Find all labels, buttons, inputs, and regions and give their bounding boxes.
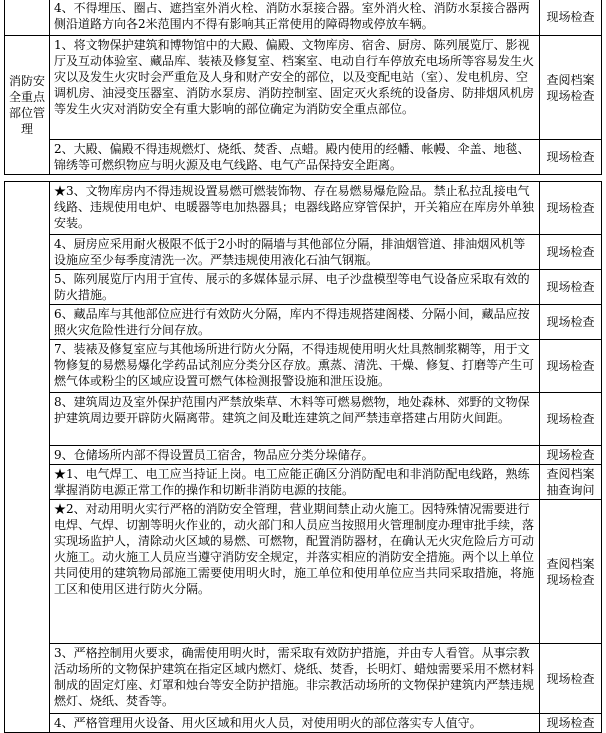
category-cell-empty xyxy=(5,0,50,36)
table-row xyxy=(5,235,602,270)
requirement-text: 3、严格控制用火要求，确需使用明火时，需采取有效防护措施，并由专人看管。从事宗教活动场所的文物保护建筑在指定区域内燃灯、烧纸、焚香，长明灯、蜡烛需要采用不燃材料制成的固定灯座、灯罩和烛台等安全防护措施。非宗教活动场所的文物保护建筑内严禁违规燃灯、烧纸、焚香等。 xyxy=(50,644,540,714)
table-row xyxy=(5,0,602,36)
check-method: 现场检查 xyxy=(540,305,602,340)
table-row xyxy=(5,305,602,340)
check-method: 现场检查 xyxy=(540,644,602,714)
requirement-text: 1、将文物保护建筑和博物馆中的大殿、偏殿、文物库房、宿舍、厨房、陈列展览厅、影视厅及互动体验室、藏品库、装裱及修复室、档案室、电动自行车停放充电场所等容易发生火灾以及发生火灾时会严重危及人身和财产安全的部位，以及变配电站（室）、发电机房、空调机房、油浸变压器室、消防水泵房、消防控制室、固定灭火系统的设备房、防排烟风机房等发生火灾对消防安全有重大影响的部位确定为消防安全重点部位。 xyxy=(50,36,540,140)
table-row xyxy=(5,500,602,644)
check-method: 现场检查 xyxy=(540,270,602,305)
check-method: 现场检查 xyxy=(540,235,602,270)
check-method: 查阅档案抽查询问 xyxy=(540,465,602,500)
table-row xyxy=(5,140,602,175)
check-method: 查阅档案现场检查 xyxy=(540,36,602,140)
requirement-text: ★3、文物库房内不得违规设置易燃可燃装饰物、存在易燃易爆危险品。禁止私拉乱接电气线路、违规使用电炉、电暖器等电加热器具；电器线路应穿管保护，开关箱应在库房外单独安装。 xyxy=(50,182,540,235)
requirement-text: 6、藏品库与其他部位应进行有效防火分隔，库内不得违规搭建阁楼、分隔小间，藏品应按照火灾危险性进行分间存放。 xyxy=(50,305,540,340)
table-row xyxy=(5,644,602,714)
category-label: 消防安全重点部位管理 xyxy=(5,36,50,175)
table-row xyxy=(5,36,602,140)
check-method: 现场检查 xyxy=(540,0,602,36)
requirement-text: 2、大殿、偏殿不得违规燃灯、烧纸、焚香、点蜡。殿内使用的经幡、帐幔、伞盖、地毯、锦绣等可燃织物应与明火源及电气线路、电气产品保持安全距离。 xyxy=(50,140,540,175)
requirement-text: ★1、电气焊工、电工应当持证上岗。电工应能正确区分消防配电和非消防配电线路，熟练掌握消防电源正常工作的操作和切断非消防电源的技能。 xyxy=(50,465,540,500)
category-cell-empty xyxy=(5,182,50,733)
check-method: 现场检查 xyxy=(540,714,602,733)
table-row xyxy=(5,446,602,465)
inspection-table-top xyxy=(4,0,602,175)
check-method: 现场检查 xyxy=(540,140,602,175)
check-method: 现场检查 xyxy=(540,446,602,465)
table-row xyxy=(5,270,602,305)
requirement-text: ★2、对动用明火实行严格的消防安全管理，营业期间禁止动火施工。因特殊情况需要进行电焊、气焊、切割等明火作业的，动火部门和人员应当按照用火管理制度办理审批手续，落实现场监护人，清除动火区域的易燃、可燃物，配置消防器材，在确认无火灾危险后方可动火施工。动火施工人员应当遵守消防安全规定，并落实相应的消防安全措施。两个以上单位共同使用的建筑物局部施工需要使用明火时，施工单位和使用单位应当共同采取措施，将施工区和使用区进行防火分隔。 xyxy=(50,500,540,644)
check-method: 现场检查 xyxy=(540,340,602,393)
check-method: 查阅档案现场检查 xyxy=(540,500,602,644)
table-row xyxy=(5,340,602,393)
table-row xyxy=(5,714,602,733)
requirement-text: 8、建筑周边及室外保护范围内严禁放柴草、木料等可燃易燃物，地处森林、郊野的文物保护建筑周边要开辟防火隔离带。建筑之间及毗连建筑之间严禁违章搭建占用防火间距。 xyxy=(50,393,540,446)
table-row xyxy=(5,393,602,446)
check-method: 现场检查 xyxy=(540,393,602,446)
requirement-text: 4、不得埋压、圈占、遮挡室外消火栓、消防水泵接合器。室外消火栓、消防水泵接合器两侧沿道路方向各2米范围内不得有影响其正常使用的障碍物或停放车辆。 xyxy=(50,0,540,36)
requirement-text: 9、仓储场所内部不得设置员工宿舍，物品应分类分垛储存。 xyxy=(50,446,540,465)
table-row xyxy=(5,465,602,500)
inspection-table-bottom xyxy=(4,181,602,733)
requirement-text: 7、装裱及修复室应与其他场所进行防火分隔，不得违规使用明火灶具熬制浆糊等，用于文物修复的易燃易爆化学药品试剂应分类分区存放。熏蒸、清洗、干燥、修复、打磨等产生可燃气体或粉尘的区域应设置可燃气体检测报警设施和泄压设施。 xyxy=(50,340,540,393)
requirement-text: 5、陈列展览厅内用于宣传、展示的多媒体显示屏、电子沙盘模型等电气设备应采取有效的防火措施。 xyxy=(50,270,540,305)
check-method: 现场检查 xyxy=(540,182,602,235)
table-row xyxy=(5,182,602,235)
requirement-text: 4、厨房应采用耐火极限不低于2小时的隔墙与其他部位分隔，排油烟管道、排油烟风机等设施应至少每季度清洗一次。严禁违规使用液化石油气钢瓶。 xyxy=(50,235,540,270)
requirement-text: 4、严格管理用火设备、用火区域和用火人员，对使用明火的部位落实专人值守。 xyxy=(50,714,540,733)
